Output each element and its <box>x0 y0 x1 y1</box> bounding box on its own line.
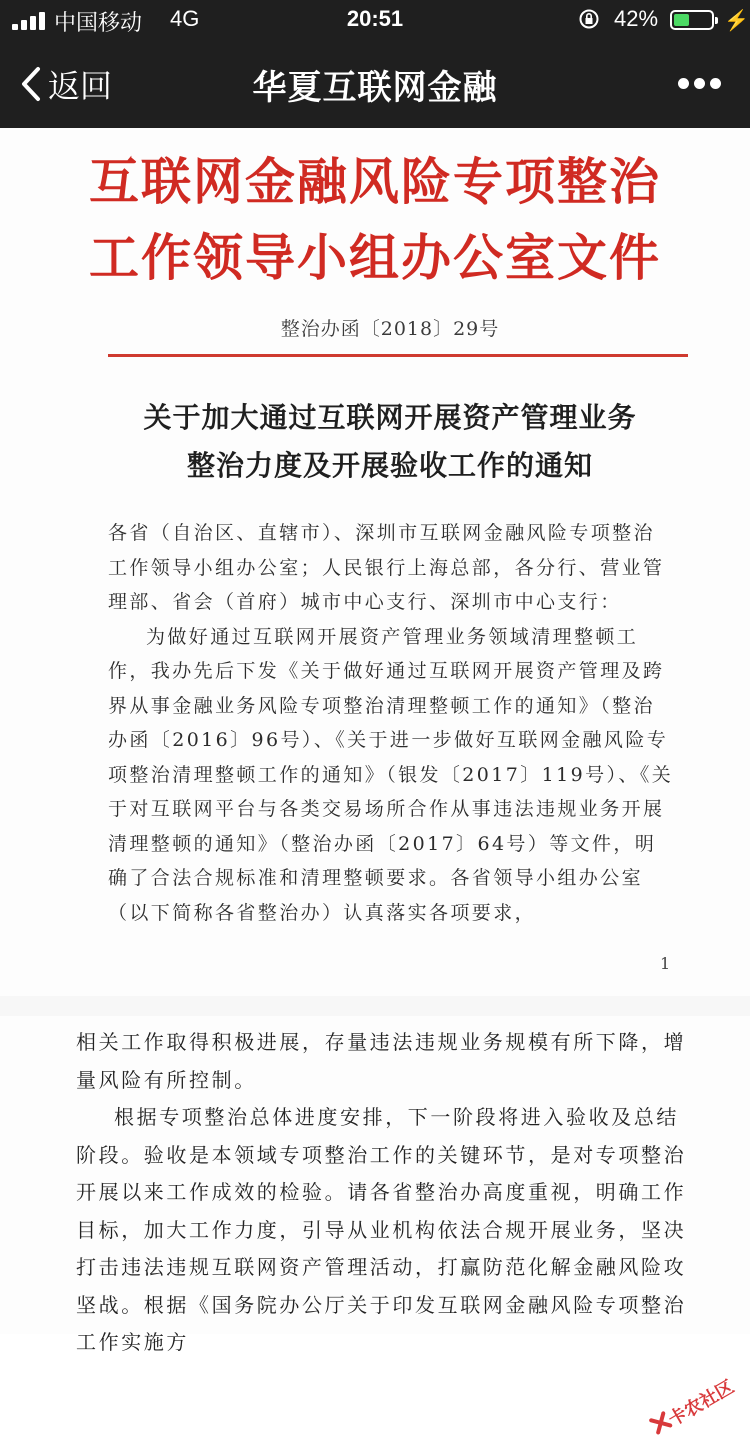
document-image <box>0 128 750 1431</box>
more-dots-icon[interactable] <box>678 72 722 96</box>
watermark-text: 卡农社区 <box>665 1376 738 1431</box>
battery-icon <box>670 10 714 30</box>
document-body-page2 <box>76 1024 692 1362</box>
orientation-lock-icon <box>578 8 600 30</box>
document-header-line1: 互联网金融风险专项整治 <box>89 152 661 211</box>
addressee-paragraph: 各省（自治区、直辖市）、深圳市互联网金融风险专项整治工作领导小组办公室；人民银行上海总部，各分行、营业管理部、省会（首府）城市中心支行、深圳市中心支行： <box>108 522 665 613</box>
body-paragraph-3: 根据专项整治总体进度安排，下一阶段将进入验收及总结阶段。验收是本领域专项整治工作的关键环节，是对专项整治开展以来工作成效的检验。请各省整治办高度重视，明确工作目标，加大工作力度，引导从业机构依法合规开展业务，坚决打击违法违规互联网资产管理活动，打赢防范化解金融风险攻坚战。根据《国务院办公厅关于印发互联网金融风险专项整治工作实施方 <box>76 1105 687 1354</box>
document-body-page1 <box>108 516 674 930</box>
top-bar <box>0 0 750 128</box>
page-number: 1 <box>660 954 671 973</box>
body-paragraph-2: 相关工作取得积极进展，存量违法违规业务规模有所下降，增量风险有所控制。 <box>76 1030 687 1092</box>
page-title: 华夏互联网金融 <box>252 68 498 108</box>
charging-bolt-icon: ⚡ <box>724 10 749 32</box>
body-paragraph-1: 为做好通过互联网开展资产管理业务领域清理整顿工作，我办先后下发《关于做好通过互联网开展资产管理及跨界从事金融业务风险专项整治清理整顿工作的通知》（整治办函〔2016〕96号）、《关于进一步做好互联网金融风险专项整治清理整顿工作的通知》（银发〔2017〕119号）、《关于对互联网平台与各类交易场所合作从事违法违规业务开展清理整顿的通知》（整治办函〔2017〕64号）等文件，明确了合法合规标准和清理整顿要求。各省领导小组办公室（以下简称各省整治办）认真落实各项要求， <box>108 625 674 924</box>
navigation-bar <box>0 40 750 128</box>
notice-title-line1: 关于加大通过互联网开展资产管理业务 <box>143 401 637 434</box>
network-type: 4G <box>170 6 200 31</box>
document-number: 整治办函〔2018〕29号 <box>280 318 500 340</box>
status-bar <box>0 0 750 40</box>
carrier-name: 中国移动 <box>54 10 143 35</box>
notice-title-line2: 整治力度及开展验收工作的通知 <box>186 449 593 482</box>
battery-fill <box>674 14 689 26</box>
document-header-line2: 工作领导小组办公室文件 <box>89 228 661 287</box>
red-divider <box>108 354 688 357</box>
watermark-logo <box>644 1365 747 1447</box>
status-time: 20:51 <box>346 6 404 31</box>
page-gap <box>0 996 750 1016</box>
back-label: 返回 <box>48 67 113 105</box>
battery-percent: 42% <box>614 6 659 31</box>
